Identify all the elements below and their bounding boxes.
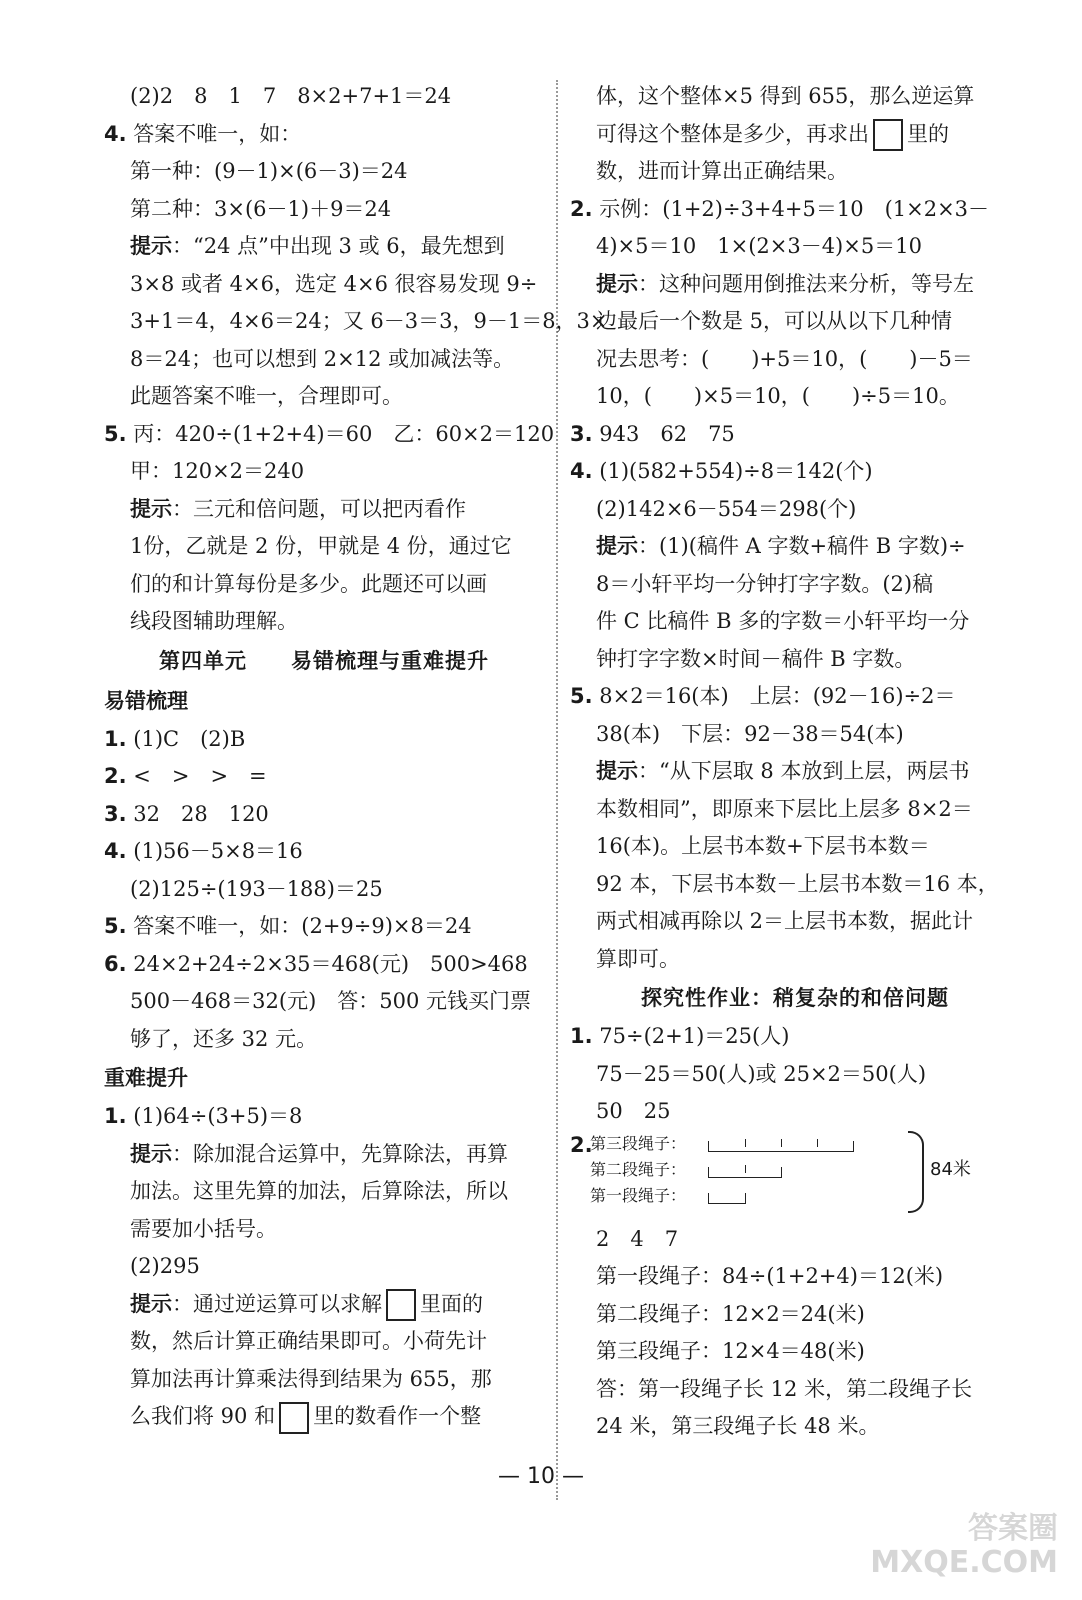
hint-text: ：除加混合运算中，先算除法，再算: [172, 1141, 508, 1166]
text-line: 答：第一段绳子长 12 米，第二段绳子长: [596, 1376, 973, 1401]
rope-segment: [708, 1167, 782, 1178]
text-line: 24 米，第三段绳子长 48 米。: [596, 1414, 880, 1438]
blank-box: [279, 1402, 309, 1434]
watermark-line: MXQE.COM: [870, 1545, 1058, 1580]
text-line: 数，然后计算正确结果即可。小荷先计: [130, 1329, 487, 1353]
item-number: 1.: [570, 1024, 593, 1048]
left-column: [104, 78, 608, 1436]
column-divider: [556, 80, 558, 1500]
item-number: 4.: [104, 839, 127, 863]
text-line: 钟打字字数×时间－稿件 B 字数。: [596, 646, 916, 671]
section-heading: 重难提升: [104, 1066, 188, 1090]
item-text: 75÷(2+1)＝25(人): [592, 1024, 790, 1048]
item-number: 6.: [104, 951, 127, 976]
rope-row: [590, 1157, 686, 1183]
rope-segment: [708, 1193, 746, 1204]
text-line: 线段图辅助理解。: [130, 609, 298, 633]
item-number: 4.: [570, 459, 593, 483]
hint-label: 提示: [130, 496, 172, 521]
right-column: [570, 78, 1020, 1446]
text-line: 10，( )×5＝10，( )÷5＝10。: [596, 384, 960, 408]
rope-tick: [745, 1139, 746, 1147]
rope-label: 第一段绳子：: [590, 1185, 687, 1205]
text-line: 甲：120×2＝240: [130, 459, 305, 483]
text-line: [104, 1398, 544, 1436]
text-line: 们的和计算每份是多少。此题还可以画: [130, 571, 487, 596]
text-line: [570, 116, 1020, 154]
text-line: 体，这个整体×5 得到 655，那么逆运算: [596, 84, 975, 108]
item-number: 5.: [570, 684, 593, 708]
item-number: 2.: [570, 1132, 593, 1157]
text-line: 4)×5＝10 1×(2×3－4)×5＝10: [596, 234, 922, 258]
text-line: 75－25＝50(人)或 25×2＝50(人): [596, 1061, 927, 1086]
text-line: (2)125÷(193－188)＝25: [130, 876, 383, 901]
text-line: 边最后一个数是 5，可以从以下几种情: [596, 309, 953, 333]
hint-text: ：“24 点”中出现 3 或 6，最先想到: [172, 234, 505, 258]
rope-tick: [817, 1139, 818, 1147]
text-line: [104, 1136, 544, 1174]
hint-label: 提示: [596, 759, 638, 783]
item-text: (1)56－5×8＝16: [126, 839, 303, 863]
text-line: 数，进而计算出正确结果。: [596, 159, 848, 183]
text-line: 50 25: [596, 1099, 671, 1123]
hint-label: 提示: [130, 1291, 172, 1316]
answer-item: [104, 721, 544, 759]
item-number: 5.: [104, 914, 127, 938]
item-number: 3.: [104, 801, 127, 826]
item-text: (1)(582+554)÷8＝142(个): [592, 459, 873, 483]
rope-label: 第三段绳子：: [590, 1133, 687, 1153]
item-number: 1.: [104, 1104, 127, 1128]
text-line: 500－468＝32(元) 答：500 元钱买门票: [130, 989, 532, 1013]
line-text: 么我们将 90 和: [130, 1404, 276, 1428]
answer-item: [570, 191, 1020, 229]
item-text: 943 62 75: [592, 421, 735, 446]
item-text: (1)C (2)B: [126, 726, 246, 751]
text-line: 件 C 比稿件 B 多的字数＝小轩平均一分: [596, 609, 970, 633]
answer-item: [570, 678, 1020, 716]
hint-text: ：(1)(稿件 A 字数+稿件 B 字数)÷: [638, 534, 966, 558]
unit-title: 第四单元 易错梳理与重难提升: [159, 648, 489, 673]
item-number: 2.: [570, 196, 593, 221]
item-text: 32 28 120: [126, 801, 269, 826]
hint-text: ：“从下层取 8 本放到上层，两层书: [638, 759, 970, 783]
text-line: [104, 228, 544, 266]
text-line: 1份，乙就是 2 份，甲就是 4 份，通过它: [130, 534, 512, 558]
text-line: 第一种：(9－1)×(6－3)＝24: [130, 159, 408, 183]
text-line: 2 4 7: [596, 1226, 679, 1251]
rope-diagram: [570, 1131, 1020, 1221]
item-text: 示例：(1+2)÷3+4+5＝10 (1×2×3－: [592, 196, 990, 221]
rope-row: [590, 1131, 686, 1157]
hint-label: 提示: [596, 271, 638, 296]
text-line: 况去思考：( )+5＝10，( )－5＝: [596, 346, 973, 371]
text-line: 16(本)。上层书本数+下层书本数＝: [596, 834, 930, 858]
text-line: 此题答案不唯一，合理即可。: [130, 384, 403, 408]
text-line: 本数相同”，即原来下层比上层多 8×2＝: [596, 796, 973, 821]
text-line: 38(本) 下层：92－38＝54(本): [596, 721, 904, 746]
text-line: 第一段绳子：84÷(1+2+4)＝12(米): [596, 1264, 944, 1288]
text-line: 8＝24；也可以想到 2×12 或加减法等。: [130, 346, 515, 371]
item-number: 4.: [104, 121, 127, 146]
hint-text: ：通过逆运算可以求解: [172, 1291, 382, 1316]
text-line: 8＝小轩平均一分钟打字字数。(2)稿: [596, 571, 934, 596]
hint-label: 提示: [130, 234, 172, 258]
item-number: 3.: [570, 421, 593, 446]
watermark-logo: [870, 1512, 1058, 1580]
answer-item: [104, 946, 544, 984]
item-text: < > > =: [126, 764, 267, 788]
watermark-line: 答案圈: [968, 1511, 1058, 1546]
text-line: 第三段绳子：12×4＝48(米): [596, 1339, 865, 1363]
item-text: 24×2+24÷2×35＝468(元) 500>468: [126, 951, 528, 976]
answer-item: [104, 758, 544, 796]
answer-item: [104, 1098, 544, 1136]
answer-item: [570, 453, 1020, 491]
item-text: 丙：420÷(1+2+4)＝60 乙：60×2＝120: [126, 421, 555, 446]
answer-item: [570, 416, 1020, 454]
text-line: 3×8 或者 4×6，选定 4×6 很容易发现 9÷: [130, 271, 538, 296]
text-line: 需要加小括号。: [130, 1216, 277, 1241]
item-text: 答案不唯一，如：(2+9÷9)×8＝24: [126, 914, 472, 938]
item-text: 8×2＝16(本) 上层：(92－16)÷2＝: [592, 684, 956, 708]
text-line: 两式相减再除以 2＝上层书本数，据此计: [596, 909, 974, 933]
line-text: 里的: [907, 121, 949, 146]
text-line: 够了，还多 32 元。: [130, 1026, 318, 1051]
section-heading: 易错梳理: [104, 688, 188, 713]
text-line: 第二种：3×(6－1)＋9＝24: [130, 196, 392, 221]
rope-row: [590, 1183, 686, 1209]
answer-item: [104, 908, 544, 946]
text-line: 第二段绳子：12×2＝24(米): [596, 1301, 865, 1326]
blank-box: [873, 119, 903, 151]
text-line: (2)142×6－554＝298(个): [596, 496, 857, 521]
text-line: 加法。这里先算的加法，后算除法，所以: [130, 1179, 508, 1203]
line-text: 里的数看作一个整: [313, 1404, 482, 1428]
answer-item: [104, 116, 544, 154]
rope-tick: [781, 1139, 782, 1147]
text-line: 3+1＝4，4×6＝24；又 6－3＝3，9－1＝8，3×: [130, 309, 608, 333]
hint-text: ：三元和倍问题，可以把丙看作: [172, 496, 466, 521]
item-number: 2.: [104, 764, 127, 788]
text-line: 算即可。: [596, 946, 680, 971]
text-line: [104, 491, 544, 529]
item-text: 答案不唯一，如：: [126, 121, 302, 146]
text-line: 算加法再计算乘法得到结果为 655，那: [130, 1366, 492, 1391]
text-line: 92 本，下层书本数－上层书本数＝16 本，: [596, 871, 999, 896]
rope-tick: [745, 1165, 746, 1173]
item-text: (1)64÷(3+5)＝8: [126, 1104, 303, 1128]
rope-segment: [708, 1141, 854, 1152]
hint-text: 里面的: [420, 1291, 483, 1316]
answer-item: [104, 796, 544, 834]
answer-item: [570, 1018, 1020, 1056]
unit-title: 探究性作业：稍复杂的和倍问题: [641, 986, 949, 1010]
hint-text: ：这种问题用倒推法来分析，等号左: [638, 271, 974, 296]
blank-box: [386, 1289, 416, 1321]
answer-item: [104, 416, 555, 454]
answer-item: [104, 833, 544, 871]
hint-label: 提示: [596, 534, 638, 558]
text-line: [570, 528, 1020, 566]
text-line: (2)295: [130, 1254, 200, 1278]
hint-label: 提示: [130, 1141, 172, 1166]
item-number: 5.: [104, 421, 127, 446]
total-length-label: 84米: [930, 1158, 971, 1180]
brace: [908, 1131, 924, 1213]
text-line: [570, 266, 1020, 304]
text-line: (2)2 8 1 7 8×2+7+1＝24: [130, 84, 452, 108]
text-line: [104, 1286, 544, 1324]
line-text: 可得这个整体是多少，再求出: [596, 121, 869, 146]
item-number: 1.: [104, 726, 127, 751]
page-number: — 10 —: [498, 1464, 584, 1489]
rope-label: 第二段绳子：: [590, 1159, 687, 1179]
text-line: [570, 753, 1020, 791]
